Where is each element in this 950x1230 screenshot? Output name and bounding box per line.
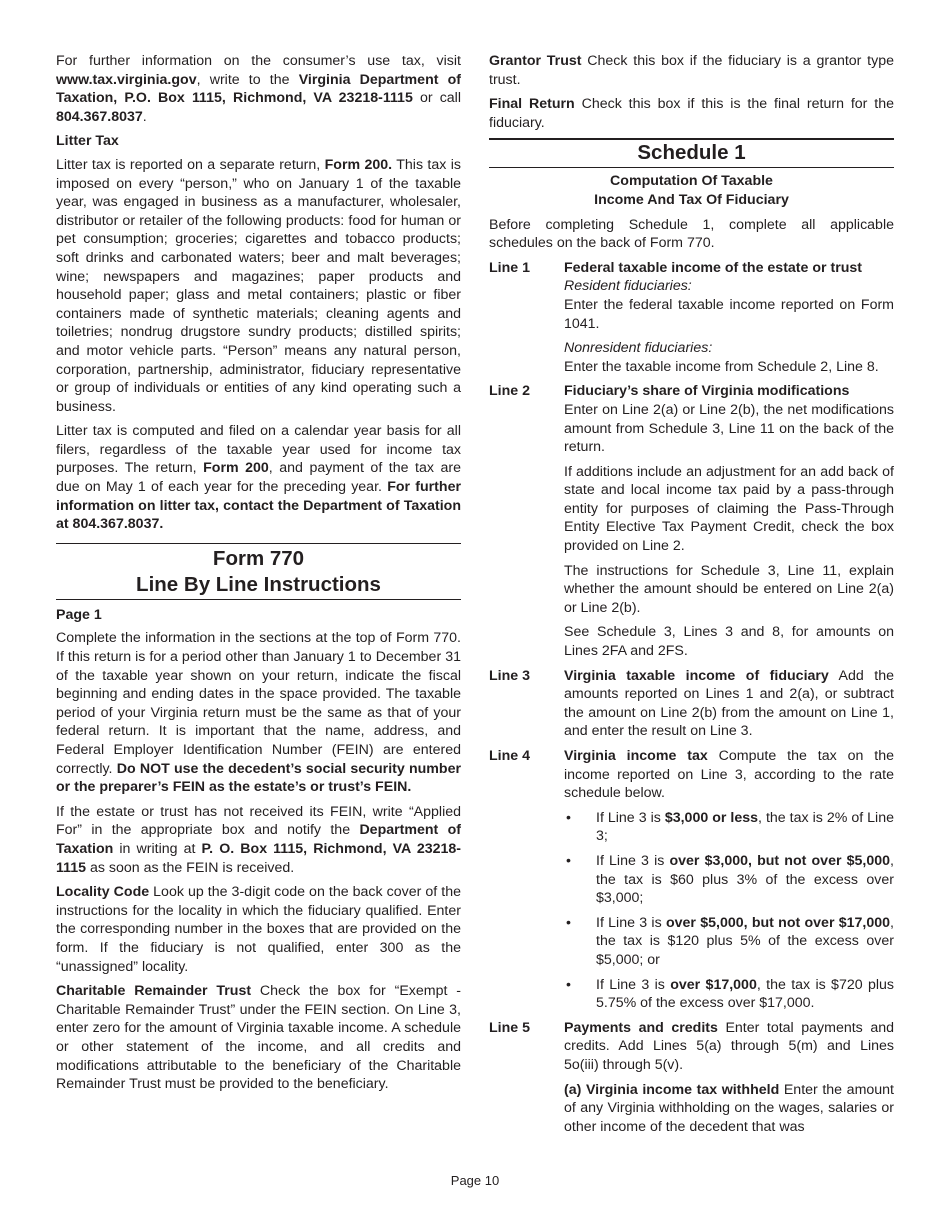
- schedule-1-title: Schedule 1: [489, 138, 894, 168]
- form-770-title: Form 770 Line By Line Instructions: [56, 543, 461, 600]
- schedule-1-subtitle: Computation Of Taxable Income And Tax Of Fiduciary: [594, 173, 789, 208]
- line-label: Line 1: [489, 259, 530, 276]
- line-1-instructions: Line 1 Federal taxable income of the estate or trust Resident fiduciaries: Enter the federal taxable income reported on Form 1041. Nonresident fiduciaries: Enter the taxable income from Schedule 2, Line 8.: [489, 259, 894, 375]
- schedule-1-intro: Before completing Schedule 1, complete all applicable schedules on the back of Form 770.: [489, 216, 894, 252]
- page-1-heading: Page 1: [56, 606, 102, 623]
- rate-bullet: • If Line 3 is $3,000 or less, the tax is 2% of Line 3;: [566, 809, 894, 845]
- litter-tax-heading: Litter Tax: [56, 133, 119, 150]
- line-label: Line 2: [489, 383, 530, 400]
- line-2-instructions: Line 2 Fiduciary’s share of Virginia modifications Enter on Line 2(a) or Line 2(b), the net modifications amount from Schedule 3, Line 11 on the back of the return. If additions include an adjustment for an add back of state and local income tax paid by a pass-through entity for purposes of claiming the Pass-Through Entity Elective Tax Payment Credit, check the box provided on Line 2. The instructions for Schedule 3, Line 11, explain whether the amount should be entered on Line 2(a) or Line 2(b). See Schedule 3, Lines 3 and 8, for amounts on Lines 2FA and 2FS.: [489, 383, 894, 660]
- litter-tax-paragraph: Litter tax is reported on a separate return, Form 200. This tax is imposed on every “person,” who on January 1 of the taxable year, was engaged in business as a manufacturer, wholesaler, distributor or retailer of the following products: food for human or pet consumption; groceries; cigarettes and tobacco products; soft drinks and carbonated waters; beer and malt beverages; wine; newspapers and magazines; paper products and household paper; glass and metal containers; plastic or fiber containers made of synthetic materials; cleaning agents and toiletries; nondrug drugstore sundry products; distilled spirits; and motor vehicle parts. “Person” means any natural person, corporation, partnership, administrator, fiduciary representative or group of individuals or entities of any kind operating such a business.: [56, 156, 461, 415]
- tax-website-link: www.tax.virginia.gov: [56, 71, 197, 88]
- line-label: Line 5: [489, 1019, 530, 1036]
- phone-number: 804.367.8037: [56, 108, 143, 125]
- locality-code-paragraph: Locality Code Look up the 3-digit code on the back cover of the instructions for the locality in which the fiduciary qualified. Enter the corresponding number in the boxes that are provided on the form. If the fiduciary is not qualified, enter 300 as the “unassigned” locality.: [56, 884, 461, 975]
- use-tax-info-paragraph: For further information on the consumer’s use tax, visit www.tax.virginia.gov, write to the Virginia Department of Taxation, P.O. Box 1115, Richmond, VA 23218-1115 or call 804.367.8037.: [56, 53, 462, 125]
- line-4-instructions: Line 4 Virginia income tax Compute the tax on the income reported on Line 3, according to the rate schedule below. • If Line 3 is $3,000 or less, the tax is 2% of Line 3; • If Line 3 is over $3,000, but not over $5,000, the tax is $60 plus 3% of the excess over $3,000; • If Line 3 is over $5,000, but not over $17,000, the tax is $120 plus 5% of the excess over $5,000; or • If Line 3 is over $17,000, the tax is $720 plus 5.75% of the excess over $17,000.: [489, 748, 894, 1012]
- line-5-instructions: Line 5 Payments and credits Enter total payments and credits. Add Lines 5(a) through 5(m) and Lines 5o(iii) through 5(v). (a) Virginia income tax withheld Enter the amount of any Virginia withholding on the wages, salaries or other income of the decedent that was: [489, 1019, 894, 1135]
- grantor-trust-paragraph: Grantor Trust Check this box if the fiduciary is a grantor type trust.: [489, 53, 895, 88]
- litter-tax-filing-paragraph: Litter tax is computed and filed on a calendar year basis for all filers, regardless of the taxable year used for income tax purposes. The return, Form 200, and payment of the tax are due on May 1 of each year for the preceding year. For further information on litter tax, contact the Department of Taxation at 804.367.8037.: [56, 423, 462, 533]
- bullet-icon: •: [566, 809, 571, 826]
- line-3-instructions: Line 3 Virginia taxable income of fiduciary Add the amounts reported on Lines 1 and 2(a), or subtract the amount on Line 2(b) from the amount on Line 1, and enter the result on Line 3.: [489, 667, 894, 740]
- page-1-paragraph: Complete the information in the sections at the top of Form 770. If this return is for a period other than January 1 to December 31 of the taxable year shown on your return, indicate the fiscal beginning and ending dates in the space provided. The taxable period of your Virginia return must be the same as that of your federal return. It is important that the name, address, and Federal Employer Identification Number (FEIN) are entered correctly. Do NOT use the decedent’s social security number or the preparer’s FEIN as the estate’s or trust’s FEIN.: [56, 630, 461, 796]
- charitable-remainder-trust-paragraph: Charitable Remainder Trust Check the box for “Exempt - Charitable Remainder Trust” under the FEIN section. On Line 3, enter zero for the amount of Virginia taxable income. A schedule or other statement of the income, and all credits and modifications attributable to the beneficiary of the Charitable Remainder Trust must be provided to the beneficiary.: [56, 983, 461, 1093]
- page-number: Page 10: [450, 1173, 500, 1188]
- bullet-icon: •: [566, 914, 571, 931]
- right-column: [489, 52, 894, 1142]
- bullet-icon: •: [566, 852, 571, 869]
- line-label: Line 3: [489, 667, 530, 684]
- left-column: [56, 52, 461, 1100]
- rate-bullet: • If Line 3 is over $17,000, the tax is $720 plus 5.75% of the excess over $17,000.: [566, 976, 894, 1012]
- rate-bullet: • If Line 3 is over $5,000, but not over $17,000, the tax is $120 plus 5% of the excess over $5,000; or: [566, 914, 894, 968]
- fein-paragraph: If the estate or trust has not received its FEIN, write “Applied For” in the appropriate box and notify the Department of Taxation in writing at P. O. Box 1115, Richmond, VA 23218-1115 as soon as the FEIN is received.: [56, 803, 462, 876]
- bullet-icon: •: [566, 976, 571, 993]
- line-label: Line 4: [489, 748, 530, 764]
- rate-bullet: • If Line 3 is over $3,000, but not over $5,000, the tax is $60 plus 3% of the excess over $3,000;: [566, 852, 894, 907]
- final-return-paragraph: Final Return Check this box if this is the final return for the fiduciary.: [489, 96, 894, 131]
